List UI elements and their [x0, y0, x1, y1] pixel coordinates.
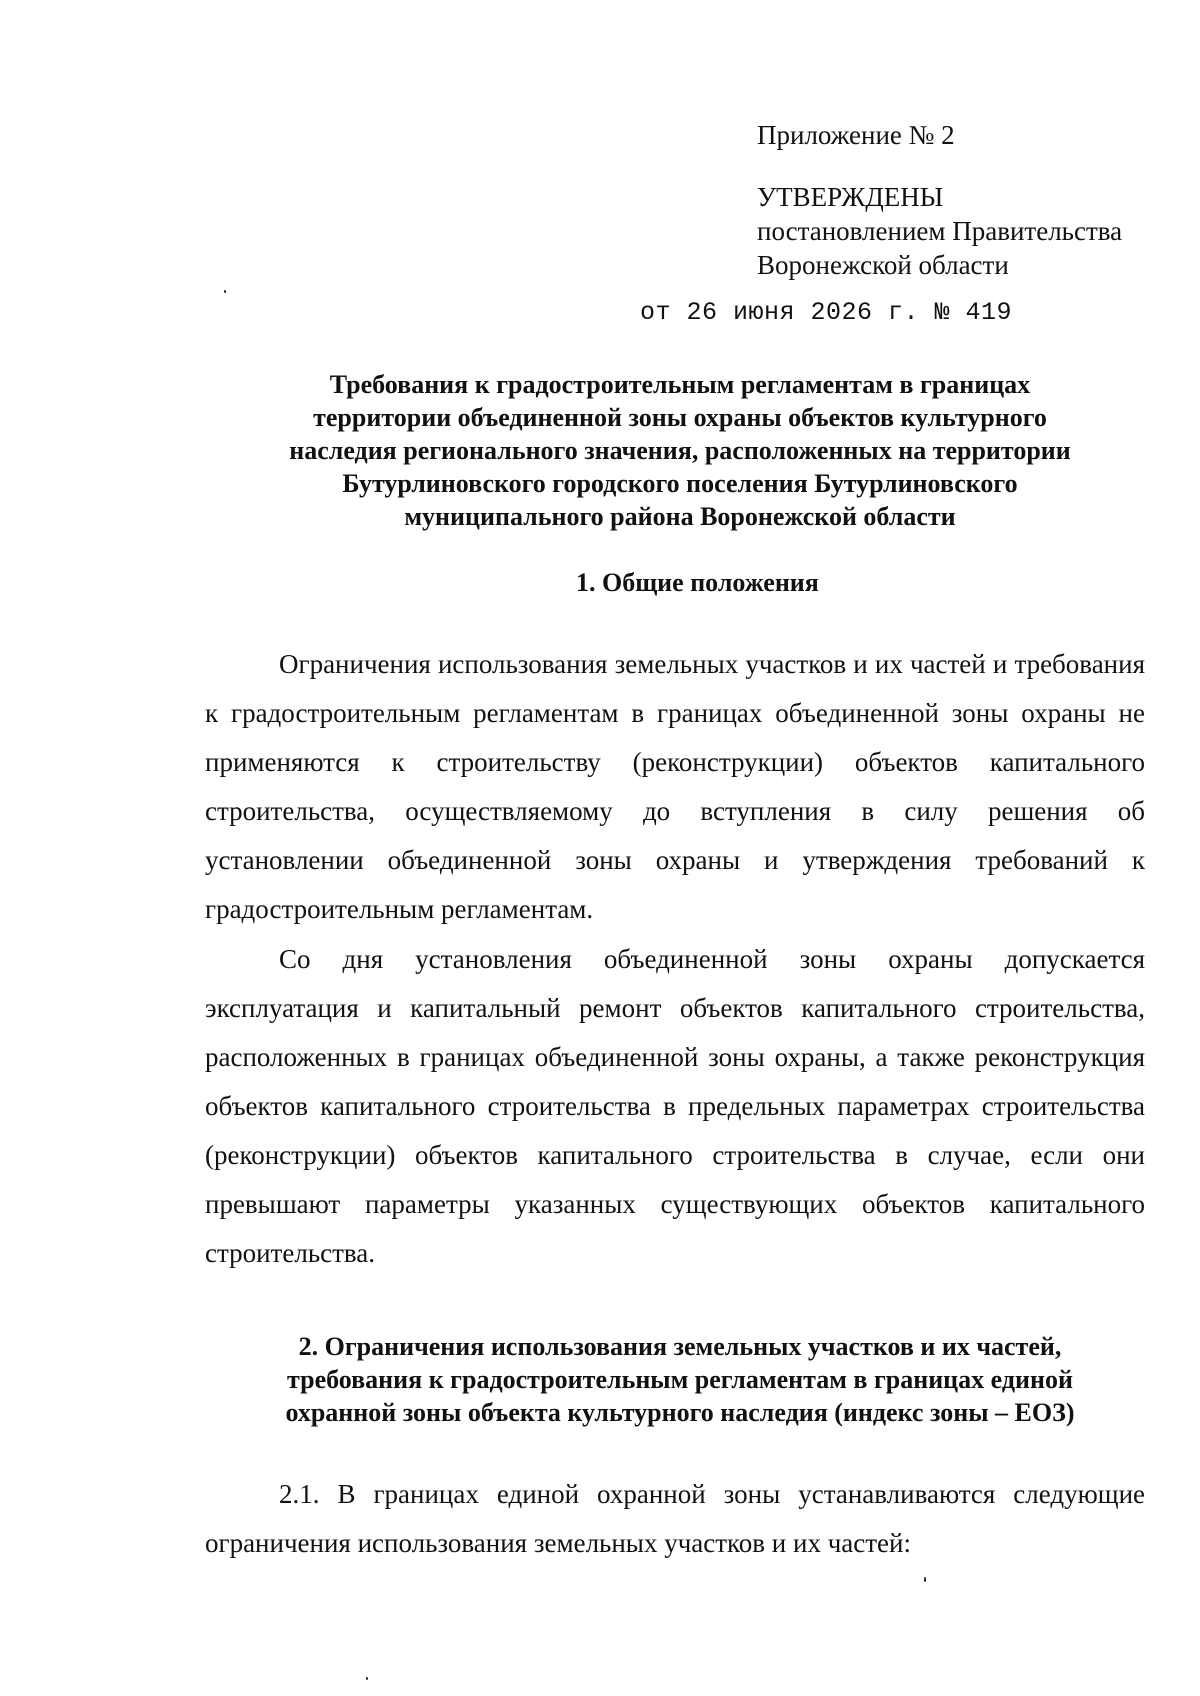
section-1-heading: 1. Общие положения	[576, 568, 819, 597]
section-2-paragraph-1: 2.1. В границах единой охранной зоны устанавливаются следующие ограничения использования земельных участков и их частей:	[205, 1479, 1145, 1558]
appendix-number: Приложение № 2	[757, 120, 955, 150]
section-2-heading-line: охранной зоны объекта культурного наследия (индекс зоны – ЕОЗ)	[285, 1398, 1075, 1427]
section-2-heading-line: 2. Ограничения использования земельных участков и их частей,	[298, 1332, 1062, 1361]
section-2-heading-line: требования к градостроительным регламентам в границах единой	[287, 1365, 1073, 1394]
title-line: Требования к градостроительным регламентам в границах	[329, 370, 1031, 399]
scan-speck	[366, 1677, 368, 1680]
title-line: муниципального района Воронежской области	[404, 502, 956, 531]
decree-date-number: от 26 июня 2026 г. № 419	[640, 298, 1013, 327]
approved-by-line-2: Воронежской области	[757, 250, 1009, 280]
title-line: Бутурлиновского городского поселения Бутурлиновского	[342, 469, 1018, 498]
section-2-heading	[200, 1330, 1160, 1429]
section-1-paragraph-1: Ограничения использования земельных участков и их частей и требования к градостроительным регламентам в границах объединенной зоны охраны не применяются к строительству (реконструкции) объектов капитального строительства, осуществляемому до вступления в силу решения об установлении объединенной зоны охраны и утверждения требований к градостроительным регламентам.	[205, 649, 1145, 924]
approved-label: УТВЕРЖДЕНЫ	[757, 182, 944, 212]
title-line: территории объединенной зоны охраны объектов культурного	[313, 403, 1047, 432]
document-title	[200, 368, 1160, 533]
scan-speck	[224, 290, 226, 293]
approval-block	[757, 118, 1122, 282]
title-line: наследия регионального значения, расположенных на территории	[289, 436, 1071, 465]
scan-speck	[924, 1577, 926, 1582]
section-1-paragraph-2: Со дня установления объединенной зоны охраны допускается эксплуатация и капитальный ремонт объектов капитального строительства, расположенных в границах объединенной зоны охраны, а также реконструкция объектов капитального строительства в предельных параметрах строительства (реконструкции) объектов капитального строительства в случае, если они превышают параметры указанных существующих объектов капитального строительства.	[205, 944, 1145, 1268]
approved-by-line-1: постановлением Правительства	[757, 216, 1123, 246]
